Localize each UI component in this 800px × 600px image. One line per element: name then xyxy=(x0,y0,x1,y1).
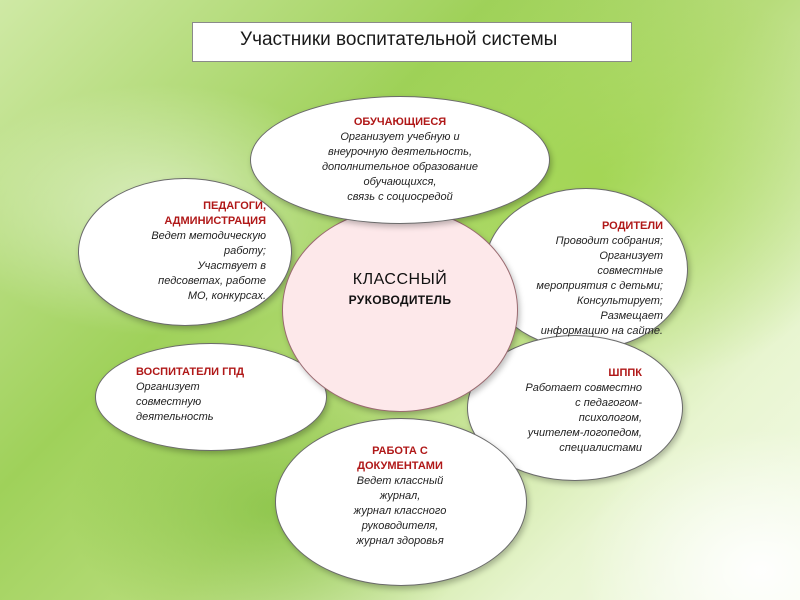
gpd-body: Организует совместную деятельность xyxy=(136,381,214,423)
gpd-header: ВОСПИТАТЕЛИ ГПД xyxy=(136,366,245,378)
documents-text xyxy=(300,444,500,549)
center-node xyxy=(282,208,518,412)
students-header: ОБУЧАЮЩИЕСЯ xyxy=(353,116,447,128)
documents-body: Ведет классный журнал, журнал классного руководителя, журнал здоровья xyxy=(353,475,447,547)
teachers-text xyxy=(100,199,266,304)
center-label xyxy=(282,270,518,310)
parents-header: РОДИТЕЛИ xyxy=(601,220,663,232)
page-title: Участники воспитательной системы xyxy=(240,29,558,50)
center-line2: РУКОВОДИТЕЛЬ xyxy=(348,293,452,307)
students-body: Организует учебную и внеурочную деятельность, дополнительное образование обучающихся, связь с социосредой xyxy=(321,131,479,203)
teachers-body: Ведет методическую работу; Участвует в педсоветах, работе МО, конкурсах. xyxy=(151,230,266,302)
parents-body: Проводит собрания; Организует совместные мероприятия с детьми; Консультирует; Размещает информацию на сайте. xyxy=(536,235,663,337)
documents-header: РАБОТА С ДОКУМЕНТАМИ xyxy=(357,445,443,472)
shppk-body: Работает совместно с педагогом- психологом, учителем-логопедом, специалистами xyxy=(525,382,642,454)
teachers-header: ПЕДАГОГИ, АДМИНИСТРАЦИЯ xyxy=(164,200,266,227)
students-text xyxy=(290,115,510,205)
shppk-header: ШППК xyxy=(608,367,642,379)
gpd-text xyxy=(136,365,306,425)
center-line1: КЛАССНЫЙ xyxy=(352,271,448,288)
parents-text xyxy=(500,219,663,339)
shppk-text xyxy=(490,366,642,456)
